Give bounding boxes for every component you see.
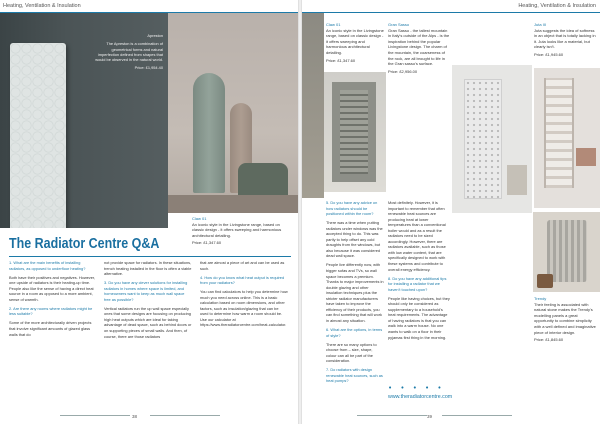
website-link[interactable]: www.theradiatorcentre.com: [388, 394, 453, 400]
answer-4: You can find calculators to help you determine how much you need across online. This is a basic calculation based on room dimensions, and other factors, such as insulation/glazing that can be used to determine how warm a room should be. Use our calculator at https://www.theradiatorcentre.com/heat-calculator.: [200, 289, 288, 328]
juta-caption-text: Juta suggests the idea of softness in an object that is totally lacking in it. Juta looks like a material, but clearly isn't.: [534, 27, 596, 50]
footer-rule-left: [60, 415, 130, 416]
answer-8: People like having choices, but they should only be considered as supplementary to a household's heat requirements. The advantage of having radiators is that you can walk into a warm house. No one wants to walk on a floor in their pyjamas first thing in the morning.: [388, 295, 450, 340]
trendy-caption-name: Trendy: [534, 296, 547, 301]
hero-caption-price: Price: £1,954.40: [134, 65, 163, 71]
page-number-right: 39: [427, 414, 433, 419]
stool-illustration: [576, 148, 596, 166]
claw-caption-text: An iconic style in the Livingstone range, based on classic design - it offers sweeping and harmonious architectural detailing.: [192, 221, 282, 238]
answer-7: Most definitely. However, it is important to remember that often renewable heat sources are producing heat at lower temperatures than a conventional boiler would and as a result the radiators need to be sized accordingly. However, there are radiators available, such as those with low water content, that are specifically designed to work with these systems and contribute to overall energy efficiency.: [388, 200, 446, 272]
running-header-left: Heating, Ventilation & Insulation: [3, 3, 81, 9]
floor-illustration: [168, 195, 298, 213]
question-7: 7. Do radiators with design renewable heat sources, such as heat pumps?: [326, 367, 383, 384]
right-column-1: [326, 200, 384, 387]
trendy-caption-text: Their feeling is associated with natural stone makes the Trendy's modelling panels a great opportunity to combine simplicity with a well defined and imaginative piece of interior design.: [534, 301, 596, 335]
gran-sasso-image: [452, 65, 532, 213]
juta-caption-name: Juta III: [534, 22, 547, 27]
hexagon-radiator-illustration: [10, 43, 66, 228]
answer-1: Both have their positives and negatives. However, one upside of radiators is their heating-up time. People also like the sense of having a direct heat source in a room as opposed to a more ambient, sense of warmth.: [9, 274, 96, 302]
answer-3: Vertical radiators run the up wall space especially ones that some designs are focusing on producing high heat outputs which are ideal for taking advantage of dead space, such as behind doors or on supporting pieces of small walls. And then, of course, there are those radiators: [104, 305, 192, 339]
claw-caption: [192, 216, 292, 246]
towel-rail-illustration: [544, 78, 574, 188]
question-1: 1. What are the main benefits of installing radiators, as opposed to underfloor heating?: [9, 260, 86, 271]
left-page: [0, 0, 298, 424]
juta-image: [534, 68, 600, 208]
claw-caption-price: Price: £1,347.60: [192, 240, 222, 246]
claw-room-image: [168, 13, 298, 213]
claw-tile-image: [324, 72, 386, 192]
dotted-radiator-illustration: [464, 79, 502, 199]
gran-sasso-caption-price: Price: £2,956.00: [388, 68, 418, 74]
footer-rule-right: [150, 415, 220, 416]
claw-caption-right-name: Claw 01: [326, 22, 341, 27]
juta-caption: [534, 22, 598, 58]
question-8: 8. Do you have any additional tips for installing a radiator that we haven't touched upon?: [388, 275, 447, 292]
question-3: 3. Do you have any clever solutions for installing radiators in homes where space is limited, and homeowners want to keep as much wall space free as possible?: [104, 280, 188, 302]
question-6: 6. What are the options, in terms of style?: [326, 326, 383, 338]
header-rule: [302, 12, 600, 13]
claw-caption-name: Claw 01: [192, 216, 207, 221]
answer-6: There are so many options to choose from – size, shape, colour can all be part of the consideration.: [326, 341, 377, 364]
hero-image-apreston: [0, 13, 168, 228]
left-edge-room-image: [302, 13, 324, 198]
answer-3-continued: that are almost a piece of art and can be used as such.: [200, 260, 285, 271]
gran-sasso-caption-name: Gran Sasso: [388, 22, 410, 27]
decorative-dots: • • • • •: [388, 384, 445, 392]
title-rule: [9, 256, 291, 257]
ribbed-radiator-illustration: [547, 220, 587, 282]
textured-radiator-illustration: [332, 82, 376, 182]
hero-caption-text: The Apreston is a combination of geometrical forms and natural imperfection defined from shapes that would be observed in the natural world.: [95, 41, 163, 63]
trendy-caption-price: Price: £1,845.60: [534, 337, 564, 343]
trendy-caption: [534, 296, 598, 343]
left-column-2: [104, 260, 192, 343]
answer-5b: People live differently now, with bigger sofas and TVs, so wall space becomes a premium. Thanks to major improvements in double glazing and other insulation techniques plus the stricter radiator manufacturers have taken to improve the efficiency of their products, you can find something that will work in almost any situation.: [326, 262, 384, 323]
right-page: [302, 0, 600, 424]
running-header-right: Heating, Ventilation & Insulation: [518, 3, 596, 9]
claw-caption-right-price: Price: £1,347.60: [326, 57, 356, 63]
right-column-2: [388, 200, 450, 344]
answer-5a: There was a time when putting radiators under windows was the accepted thing to do. This was partly to help offset any cold draughts from the windows, but also because it was considered dead wall space.: [326, 220, 383, 259]
shelf-illustration: [507, 165, 527, 195]
left-column-1: [9, 260, 97, 341]
answer-2-continued: not provide space for radiators. In these situations, trench heating installed in the floor is often a viable alternative.: [104, 260, 192, 277]
footer-rule-left: [357, 415, 427, 416]
wooden-stool-illustration: [537, 274, 553, 288]
hero-caption-name: Apreston: [147, 33, 163, 38]
hero-caption: [93, 33, 163, 71]
left-column-3: [200, 260, 288, 332]
question-5: 5. Do you have any advice on how radiators should be positioned within the room?: [326, 200, 378, 217]
article-title: The Radiator Centre Q&A: [9, 236, 160, 252]
page-number-left: 38: [132, 414, 138, 419]
gran-sasso-caption-text: Gran Sasso - the tallest mountain in Italy's outside of the Alps - is the inspiration behind the popular Livingstone design. The charm of the mountain, the coarseness of the rock, are all brought to life in the Gran sasso's surface.: [388, 27, 450, 67]
footer-rule-right: [442, 415, 512, 416]
answer-2: Some of the more architecturally driven projects that involve significant amounts of glazed glass walls that do: [9, 320, 92, 337]
gran-sasso-caption: [388, 22, 450, 74]
claw-caption-right-text: An iconic style in the Livingstone range, based on classic design - it offers sweeping and harmonious architectural detailing.: [326, 27, 384, 55]
green-radiator-illustration: [193, 73, 225, 193]
claw-caption-right: [326, 22, 384, 63]
question-2: 2. Are there any rooms where radiators might be less suitable?: [9, 305, 93, 317]
question-4: 4. How do you know what heat output is required from your radiators?: [200, 274, 285, 286]
trendy-image: [533, 212, 600, 292]
juta-caption-price: Price: £1,945.60: [534, 51, 564, 57]
